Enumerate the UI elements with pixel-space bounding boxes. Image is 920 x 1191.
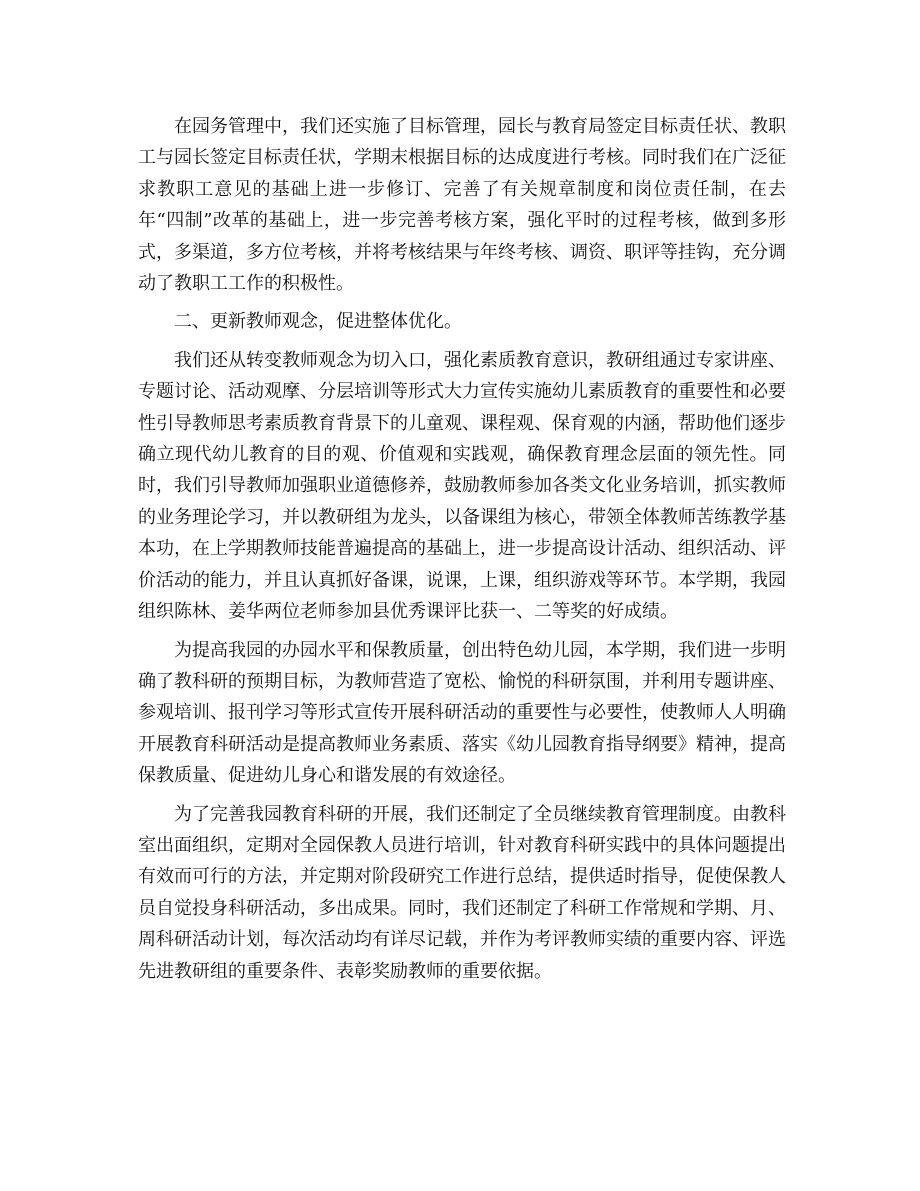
document-body — [138, 111, 786, 994]
section-heading-teacher-concepts: 二、更新教师观念，促进整体优化。 — [174, 311, 462, 333]
paragraph-research-goals: 为提高我园的办园水平和保教质量，创出特色幼儿园，本学期，我们进一步明确了教科研的预期目标，为教师营造了宽松、愉悦的科研氛围，并利用专题讲座、参观培训、报刊学习等形式宣传开展科研活动的重要性与必要性，使教师人人明确开展教育科研活动是提高教师业务素质、落实《幼儿园教育指导纲要》精神，提高保教质量、促进幼儿身心和谐发展的有效途径。 — [138, 639, 786, 787]
paragraph-continuing-education: 为了完善我园教育科研的开展，我们还制定了全员继续教育管理制度。由教科室出面组织，定期对全园保教人员进行培训，针对教育科研实践中的具体问题提出有效而可行的方法，并定期对阶段研究工作进行总结，提供适时指导，促使保教人员自觉投身科研活动，多出成果。同时，我们还制定了科研工作常规和学期、月、周科研活动计划，每次活动均有详尽记载，并作为考评教师实绩的重要内容、评选先进教研组的重要条件、表彰奖励教师的重要依据。 — [138, 803, 786, 982]
paragraph-target-management: 在园务管理中，我们还实施了目标管理，园长与教育局签定目标责任状、教职工与园长签定目标责任状，学期末根据目标的达成度进行考核。同时我们在广泛征求教职工意见的基础上进一步修订、完善了有关规章制度和岗位责任制，在去年“四制”改革的基础上，进一步完善考核方案，强化平时的过程考核，做到多形式，多渠道，多方位考核，并将考核结果与年终考核、调资、职评等挂钩，充分调动了教职工工作的积极性。 — [138, 116, 786, 295]
paragraph-teacher-concepts: 我们还从转变教师观念为切入口，强化素质教育意识，教研组通过专家讲座、专题讨论、活动观摩、分层培训等形式大力宣传实施幼儿素质教育的重要性和必要性引导教师思考素质教育背景下的儿童观、课程观、保育观的内涵，帮助他们逐步确立现代幼儿教育的目的观、价值观和实践观，确保教育理念层面的领先性。同时，我们引导教师加强职业道德修养，鼓励教师参加各类文化业务培训，抓实教师的业务理论学习，并以教研组为龙头，以备课组为核心，带领全体教师苦练教学基本功，在上学期教师技能普遍提高的基础上，进一步提高设计活动、组织活动、评价活动的能力，并且认真抓好备课，说课，上课，组织游戏等环节。本学期，我园组织陈林、姜华两位老师参加县优秀课评比获一、二等奖的好成绩。 — [138, 349, 786, 623]
